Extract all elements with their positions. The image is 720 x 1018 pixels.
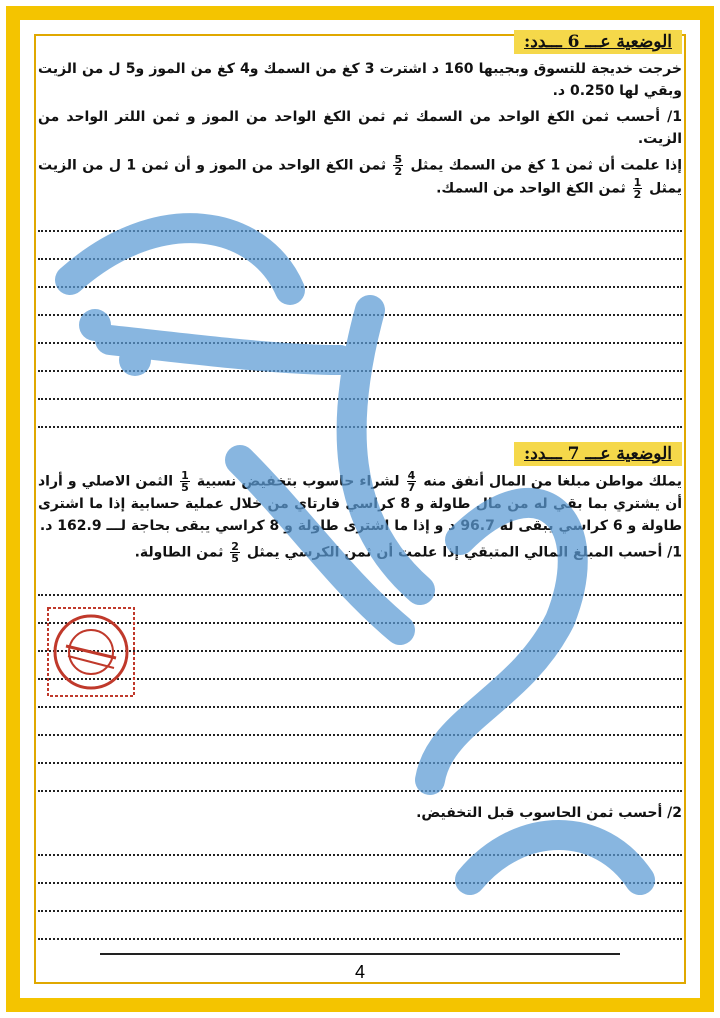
fraction-5-2: $\frac{5}{2}$ <box>394 153 403 178</box>
answer-line <box>38 736 682 764</box>
section-6-intro: خرجت خديجة للتسوق وبجيبها 160 د اشترت 3 كغ من السمك و4 كغ من الموز و5 ل من الزيت وبقي لها 0.250 د. <box>38 61 682 99</box>
hint-part-1: إذا علمت أن ثمن 1 كغ من السمك يمثل <box>410 157 682 174</box>
fraction-1-5: $\frac{1}{5}$ <box>181 469 189 494</box>
section-6-title: الوضعية عـــ 6 ـــدد: <box>514 30 682 54</box>
footer-rule <box>100 953 620 955</box>
section-6-hint <box>38 154 682 200</box>
hint-part-3: ثمن الكغ الواحد من السمك. <box>436 180 626 197</box>
answer-line <box>38 260 682 288</box>
answer-line <box>38 204 682 232</box>
answer-line <box>38 912 682 940</box>
section-7-title: الوضعية عـــ 7 ـــدد: <box>514 442 682 466</box>
answer-line <box>38 764 682 792</box>
answer-line <box>38 828 682 856</box>
section-7-header <box>38 442 682 466</box>
answer-line <box>38 288 682 316</box>
hint-part-2: ثمن الكغ الواحد من الموز و أن ثمن 1 ل من الزيت يمثل <box>38 157 682 197</box>
section-7-question-1: 1/ أحسب المبلغ المالي المتبقي إذا علمت أن ثمن الكرسي يمثل $\frac{2}{5}$ ثمن الطاولة. <box>134 540 682 565</box>
fraction-1-2: $\frac{1}{2}$ <box>633 176 642 201</box>
section-6-header <box>38 30 682 54</box>
answer-line <box>38 232 682 260</box>
answer-line <box>38 372 682 400</box>
page-content <box>38 30 682 980</box>
page-number: 4 <box>354 962 365 982</box>
fraction-2-5: $\frac{2}{5}$ <box>231 540 239 565</box>
stamp-seal <box>46 606 136 698</box>
answer-line <box>38 708 682 736</box>
fraction-4-7: $\frac{4}{7}$ <box>407 469 416 494</box>
answer-lines-6 <box>38 204 682 428</box>
section-6-question-1: 1/ أحسب ثمن الكغ الواحد من السمك ثم ثمن الكغ الواحد من الموز و ثمن اللتر الواحد من الزيت. <box>38 109 682 147</box>
answer-line <box>38 568 682 596</box>
section-7-intro: يملك مواطن مبلغا من المال أنفق منه $\frac{4}{7}$ لشراء حاسوب بتخفيض نسبية $\frac{1}{5}$ الثمن الاصلي و أراد أن يشتري بما بقي له من مال طاولة و 8 كراسي فارتاي من خلال عملية حسابية إذا ما اشترى طاولة و 6 كراسي يبقى له 96.7 د و إذا ما اشترى طاولة و 8 كراسي يبقى بحاجة لـــ 162.9 د. <box>38 469 683 534</box>
answer-line <box>38 316 682 344</box>
answer-line <box>38 856 682 884</box>
answer-lines-7b <box>38 828 682 940</box>
answer-line <box>38 344 682 372</box>
section-7-question-2: 2/ أحسب ثمن الحاسوب قبل التخفيض. <box>416 805 682 821</box>
answer-line <box>38 884 682 912</box>
answer-line <box>38 400 682 428</box>
